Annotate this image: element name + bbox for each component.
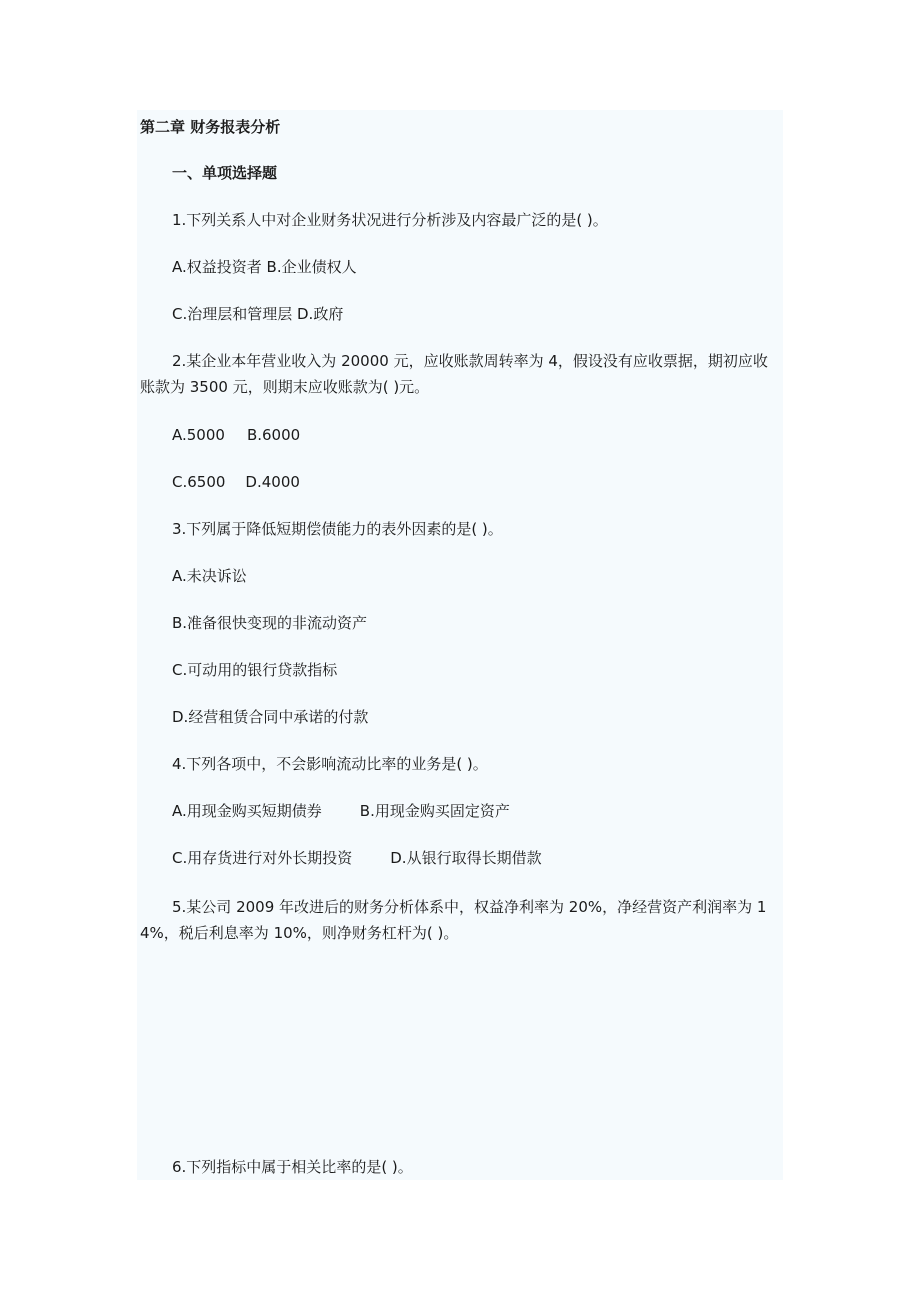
question-2-option-d: D.4000: [245, 473, 300, 491]
question-4-option-c: C.用存货进行对外长期投资: [172, 849, 353, 867]
question-1-options-line-2: C.治理层和管理层 D.政府: [172, 305, 344, 323]
question-4-options-row-2: [172, 847, 542, 869]
question-4-stem: 4.下列各项中，不会影响流动比率的业务是( )。: [172, 755, 488, 773]
question-4-option-b: B.用现金购买固定资产: [359, 802, 510, 820]
question-2-options-row-2: [172, 471, 300, 493]
question-2-options-row-1: [172, 424, 300, 446]
question-2-option-c: C.6500: [172, 473, 226, 491]
question-3-option-d: D.经营租赁合同中承诺的付款: [172, 708, 369, 726]
question-4-option-a: A.用现金购买短期债券: [172, 802, 322, 820]
question-3-option-b: B.准备很快变现的非流动资产: [172, 614, 368, 632]
question-4-option-d: D.从银行取得长期借款: [390, 849, 542, 867]
section-title: 一、单项选择题: [172, 164, 278, 182]
question-2-option-b: B.6000: [246, 426, 301, 444]
question-1-stem: 1.下列关系人中对企业财务状况进行分析涉及内容最广泛的是( )。: [172, 211, 608, 229]
question-5-stem: 5.某公司 2009 年改进后的财务分析体系中，权益净利率为 20%，净经营资产利润率为 14%，税后利息率为 10%，则净财务杠杆为( )。: [140, 898, 767, 942]
question-4-options-row-1: [172, 800, 510, 822]
chapter-title: 第二章 财务报表分析: [140, 118, 281, 136]
question-6-stem: 6.下列指标中属于相关比率的是( )。: [172, 1158, 413, 1176]
question-3-option-a: A.未决诉讼: [172, 567, 247, 585]
question-2-stem: 2.某企业本年营业收入为 20000 元，应收账款周转率为 4，假设没有应收票据，期初应收账款为 3500 元，则期末应收账款为( )元。: [140, 352, 768, 396]
question-3-option-c: C.可动用的银行贷款指标: [172, 661, 338, 679]
question-1-options-line-1: A.权益投资者 B.企业债权人: [172, 258, 357, 276]
question-3-stem: 3.下列属于降低短期偿债能力的表外因素的是( )。: [172, 520, 503, 538]
question-2-option-a: A.5000: [172, 426, 225, 444]
